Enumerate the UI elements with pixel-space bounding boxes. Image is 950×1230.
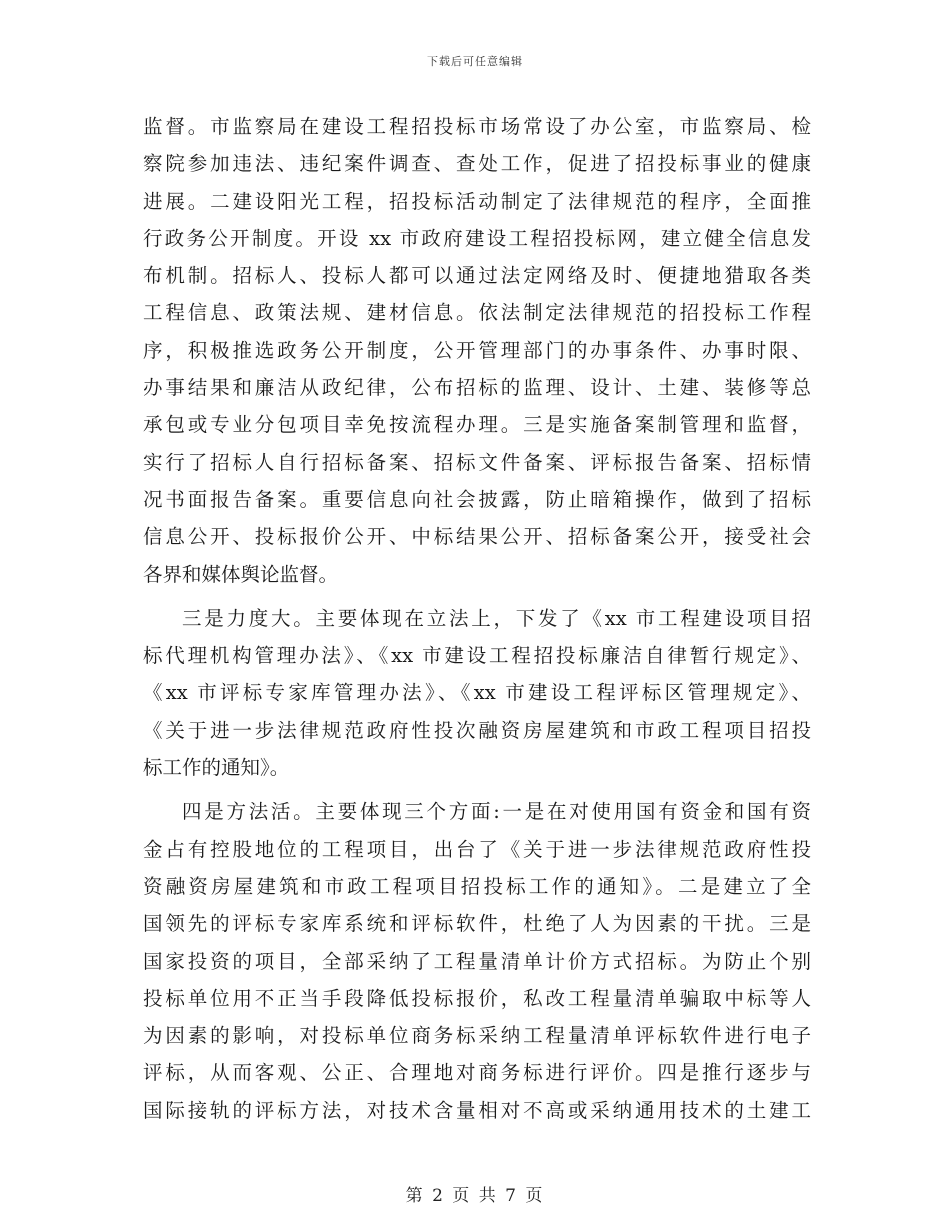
- text-line: 布机制。招标人、投标人都可以通过法定网络及时、便捷地猎取各类: [143, 264, 811, 288]
- text-line: 《xx 市评标专家库管理办法》、《xx 市建设工程评标区管理规定》、: [143, 681, 811, 705]
- paragraph-3: [143, 793, 811, 1129]
- text-line: 况书面报告备案。重要信息向社会披露，防止暗箱操作，做到了招标: [143, 487, 811, 511]
- text-line: 实行了招标人自行招标备案、招标文件备案、评标报告备案、招标情: [143, 450, 811, 474]
- text-line: 国领先的评标专家库系统和评标软件，杜绝了人为因素的干扰。三是: [143, 912, 811, 936]
- text-line: 信息公开、投标报价公开、中标结果公开、招标备案公开，接受社会: [143, 525, 811, 549]
- text-line: 评标，从而客观、公正、合理地对商务标进行评价。四是推行逐步与: [143, 1061, 811, 1085]
- text-line: 行政务公开制度。开设 xx 市政府建设工程招投标网，建立健全信息发: [143, 226, 811, 250]
- text-line: 投标单位用不正当手段降低投标报价，私改工程量清单骗取中标等人: [143, 986, 811, 1010]
- text-line: 资融资房屋建筑和市政工程项目招投标工作的通知》。二是建立了全: [143, 874, 811, 898]
- text-line: 序，积极推选政务公开制度，公开管理部门的办事条件、办事时限、: [143, 338, 811, 362]
- text-line: 国际接轨的评标方法，对技术含量相对不高或采纳通用技术的土建工: [143, 1098, 811, 1122]
- text-line: 标代理机构管理办法》、《xx 市建设工程招投标廉洁自律暂行规定》、: [143, 644, 811, 668]
- paragraph-spacer: [143, 593, 811, 600]
- text-line: 为因素的影响，对投标单位商务标采纳工程量清单评标软件进行电子: [143, 1024, 811, 1048]
- text-line: 标工作的通知》。: [143, 756, 290, 780]
- text-line: 《关于进一步法律规范政府性投次融资房屋建筑和市政工程项目招投: [143, 718, 811, 742]
- text-line: 国家投资的项目，全部采纳了工程量清单计价方式招标。为防止个别: [143, 949, 811, 973]
- paragraph-1: [143, 108, 811, 593]
- page-number: 第 2 页 共 7 页: [405, 1186, 545, 1206]
- text-line: 进展。二建设阳光工程，招投标活动制定了法律规范的程序，全面推: [143, 189, 811, 213]
- text-line: 各界和媒体舆论监督。: [143, 562, 339, 586]
- paragraph-spacer: [143, 786, 811, 793]
- page-header: 下载后可任意编辑: [427, 55, 523, 68]
- text-line: 工程信息、政策法规、建材信息。依法制定法律规范的招投标工作程: [143, 301, 811, 325]
- text-line: 监督。市监察局在建设工程招投标市场常设了办公室，市监察局、检: [143, 115, 811, 138]
- text-line: 察院参加违法、违纪案件调查、查处工作，促进了招投标事业的健康: [143, 152, 811, 176]
- text-line: 三是力度大。主要体现在立法上，下发了《xx 市工程建设项目招: [182, 606, 811, 630]
- document-body: [143, 108, 811, 1129]
- text-line: 承包或专业分包项目幸免按流程办理。三是实施备案制管理和监督，: [143, 413, 811, 437]
- paragraph-2: [143, 600, 811, 786]
- text-line: 办事结果和廉洁从政纪律，公布招标的监理、设计、土建、装修等总: [143, 376, 811, 400]
- text-line: 金占有控股地位的工程项目，出台了《关于进一步法律规范政府性投: [143, 837, 811, 861]
- text-line: 四是方法活。主要体现三个方面:一是在对使用国有资金和国有资: [182, 800, 811, 824]
